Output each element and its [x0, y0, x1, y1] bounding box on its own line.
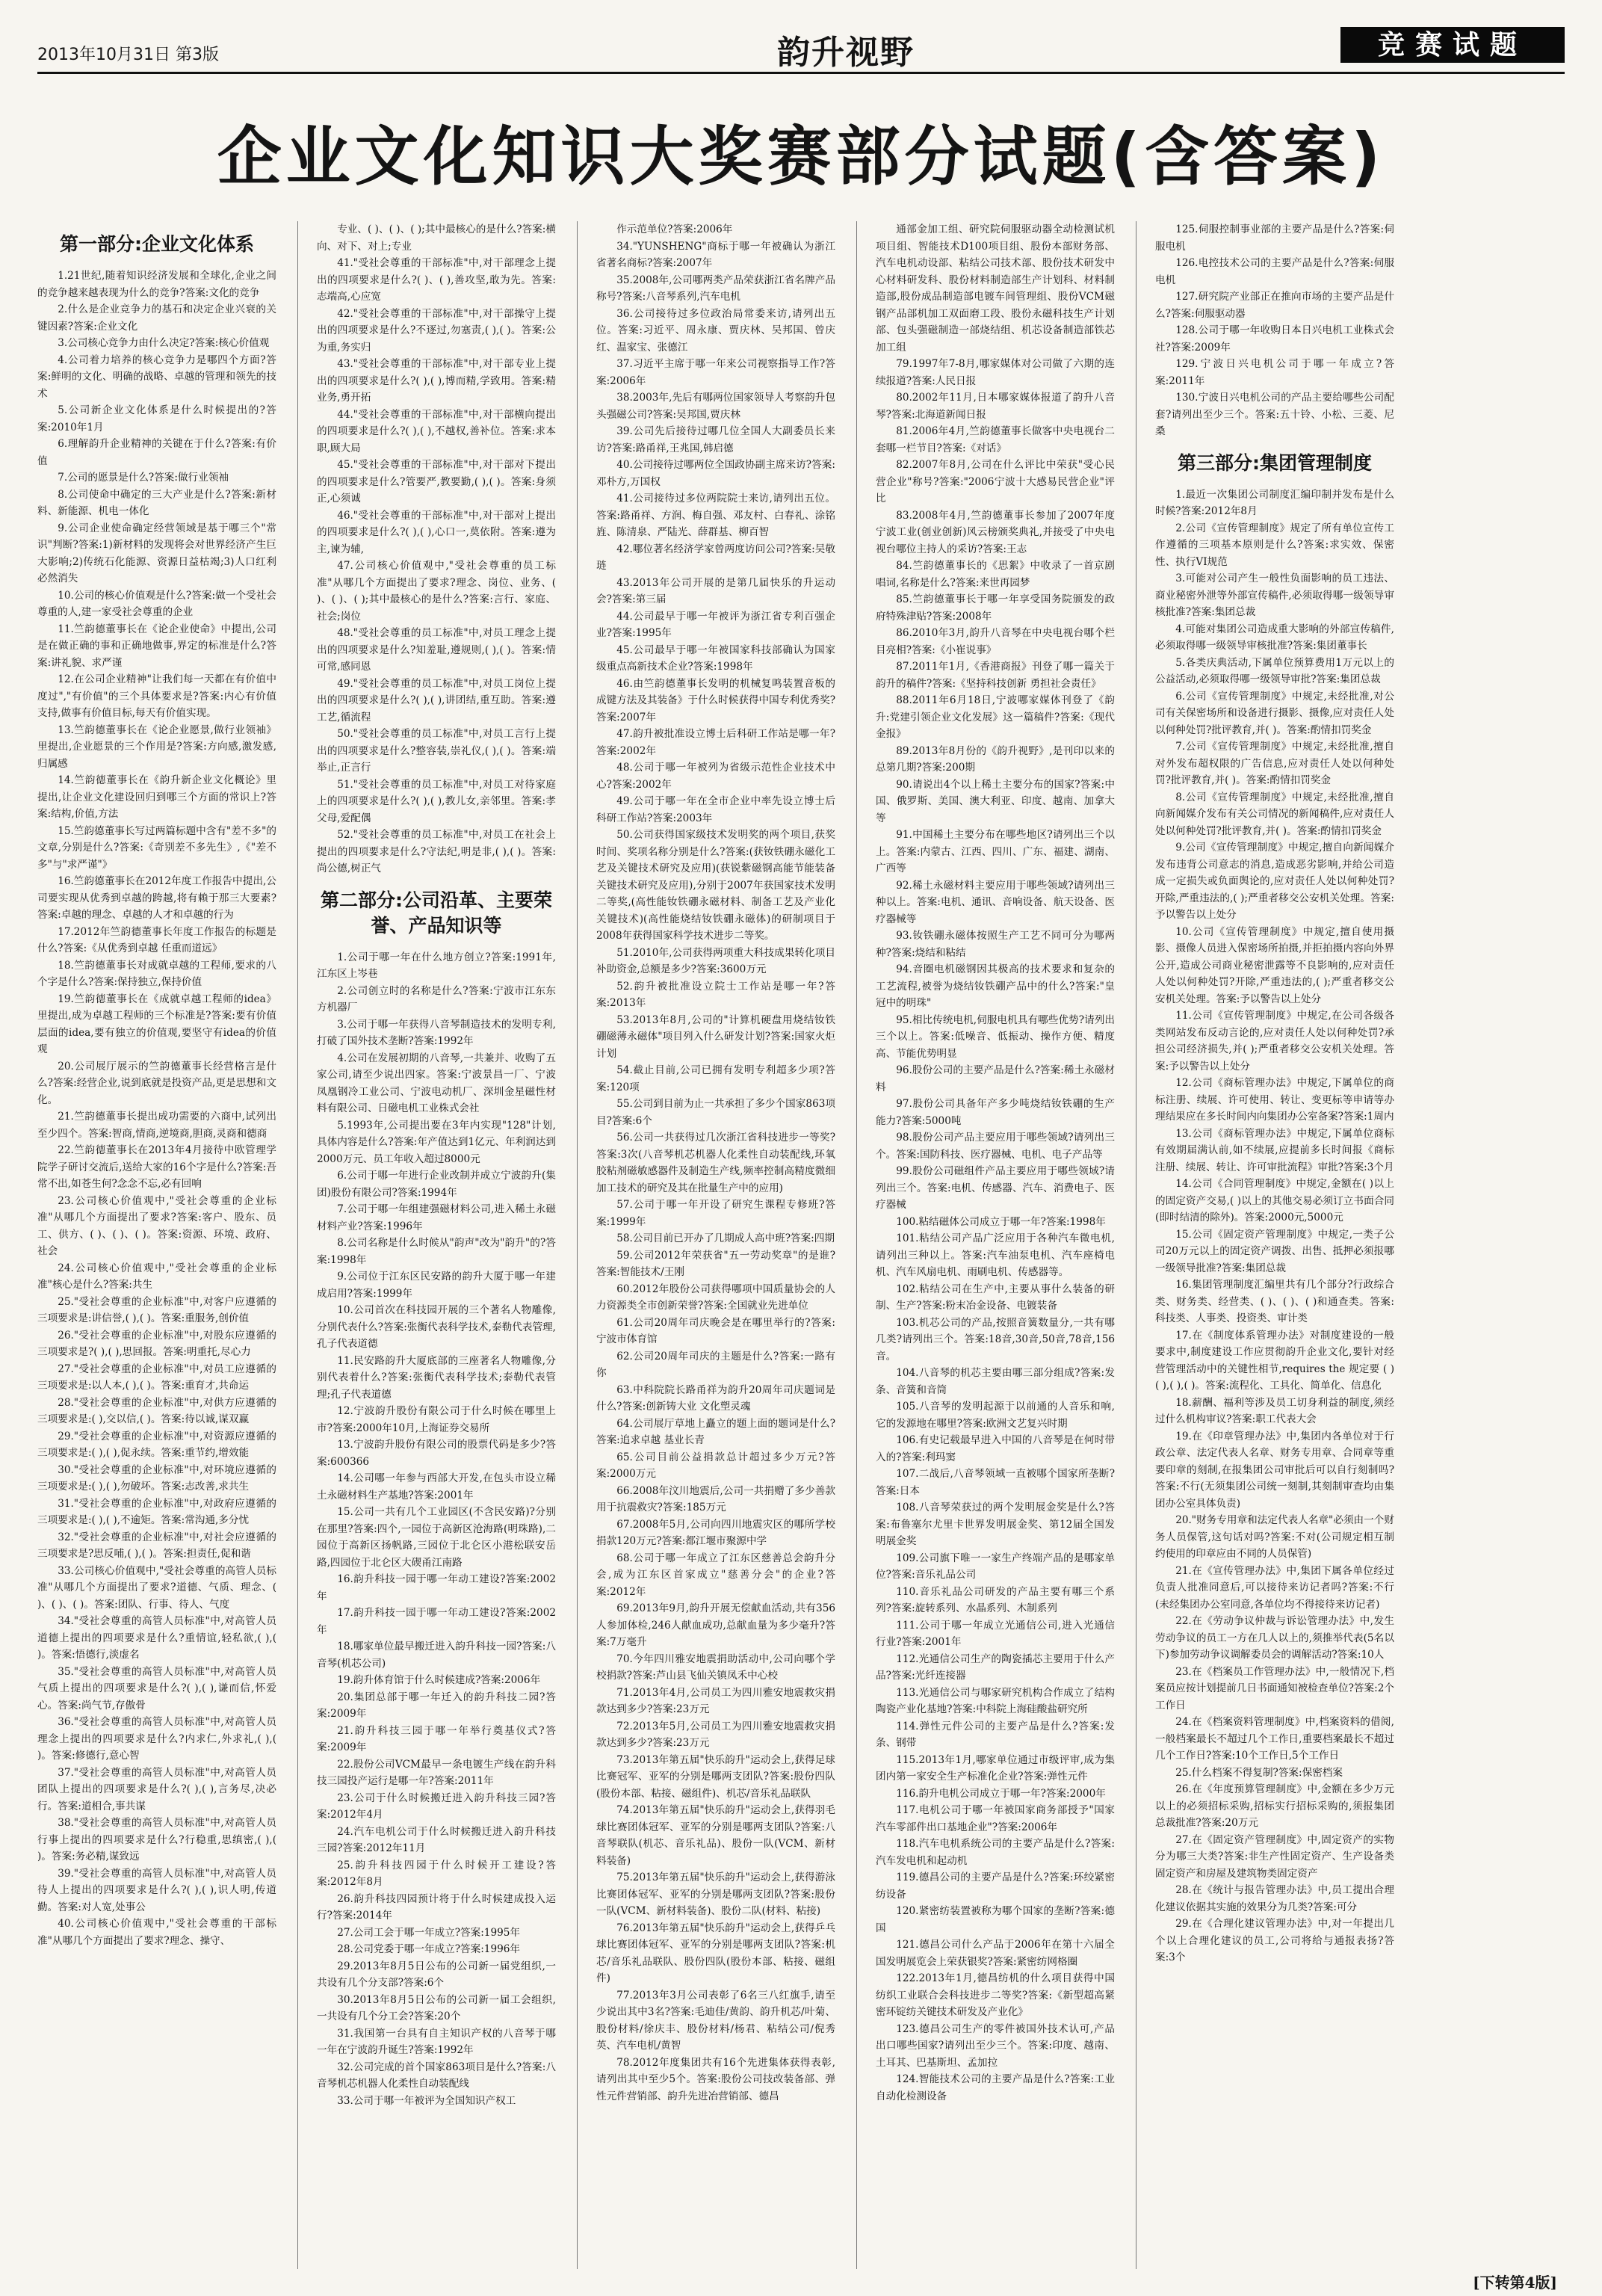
question-item: 16.集团管理制度汇编里共有几个部分?行政综合类、财务类、经营类、( )、( )、( )和通查类。答案:科技类、人事类、投资类、审计类	[1155, 1279, 1394, 1324]
question-item: 58.公司目前已开办了几期成人高中班?答案:四期	[616, 1232, 835, 1244]
question-item: 14.公司哪一年参与西部大开发,在包头市设立稀土永磁材料生产基地?答案:2001年	[317, 1472, 556, 1502]
question-item: 8.公司名称是什么时候从"韵声"改为"韵升"的?答案:1998年	[317, 1237, 556, 1266]
question-item: 73.2013年第五届"快乐韵升"运动会上,获得足球比赛冠军、亚军的分别是哪两支团队?答案:股份四队(股份本部、粘接、磁组件)、机芯/音乐礼品联队	[596, 1753, 835, 1800]
question-item: 6.公司《宣传管理制度》中规定,未经批准,对公司有关保密场所和设备进行摄影、摄像,应对责任人处以何种处罚?批评教育,并( )。答案:酌情扣罚奖金	[1155, 690, 1394, 736]
question-item: 24.公司核心价值观中,"受社会尊重的企业标准"核心是什么?答案:共生	[37, 1262, 276, 1291]
question-item: 1.21世纪,随着知识经济发展和全球化,企业之间的竞争越来越表现为什么的竞争?答案:文化的竞争	[37, 270, 276, 299]
question-item: 39.公司先后接待过哪几位全国人大副委员长来访?答案:路甬祥,王兆国,韩启德	[596, 425, 835, 454]
question-item: 90.请说出4个以上稀土主要分布的国家?答案:中国、俄罗斯、美国、澳大利亚、印度、越南、加拿大等	[876, 778, 1115, 824]
question-item: 48.公司于哪一年被列为省级示范性企业技术中心?答案:2002年	[596, 762, 835, 791]
question-item: 9.公司《宣传管理制度》中规定,擅自向新闻媒介发布违背公司意志的消息,造成恶劣影响,并给公司造成一定损失或负面舆论的,应对责任人处以何种处罚?开除,严重违法的,( );严重者移交公安机关处理。答案:予以警告以上处分	[1155, 842, 1394, 921]
question-item: 25.韵升科技四园于什么时候开工建设?答案:2012年8月	[317, 1859, 556, 1888]
question-item: 92.稀土永磁材料主要应用于哪些领域?请列出三种以上。答案:电机、通讯、音响设备、航天设备、医疗器械等	[876, 879, 1115, 925]
question-item: 22.竺韵德董事长在2013年4月接待中欧管理学院学子研讨交流后,送给大家的16个字是什么?答案:吾常不出,如苍生何?念念不忘,必有回响	[37, 1144, 276, 1190]
question-item: 61.公司20周年司庆晚会是在哪里举行的?答案:宁波市体育馆	[596, 1316, 835, 1345]
question-item: 97.股份公司具备年产多少吨烧结钕铁硼的生产能力?答案:5000吨	[876, 1098, 1115, 1127]
question-item: 121.德昌公司什么产品于2006年在第十六届全国发明展览会上荣获银奖?答案:紧密纺网格圈	[876, 1939, 1115, 1968]
question-item: 15.公司一共有几个工业园区(不含民安路)?分别在那里?答案:四个,一园位于高新区沧海路(明珠路),二园位于高新区扬帆路,三园位于北仑区小港松联安岳路,四园位于北仑区大碶甬江南路	[317, 1506, 556, 1569]
question-item: 26."受社会尊重的企业标准"中,对股东应遵循的三项要求是?( ),( ),思回报。答案:明重托,尽心力	[37, 1329, 276, 1358]
question-item: 89.2013年8月份的《韵升视野》,是刊印以来的总第几期?答案:200期	[876, 744, 1115, 774]
question-item: 68.公司于哪一年成立了江东区慈善总会韵升分会,成为江东区首家成立"慈善分会"的企业?答案:2012年	[596, 1552, 835, 1598]
question-item: 49."受社会尊重的员工标准"中,对员工岗位上提出的四项要求是什么?( ),( ),讲团结,重互助。答案:遵工艺,循流程	[317, 677, 556, 723]
question-item: 55.公司到目前为止一共承担了多少个国家863项目?答案:6个	[596, 1098, 835, 1127]
section-badge: 竞赛试题	[1340, 27, 1565, 63]
question-item: 113.光通信公司与哪家研究机构合作成立了结构陶瓷产业化基地?答案:中科院上海硅酸盐研究所	[876, 1686, 1115, 1715]
question-item: 83.2008年4月,竺韵德董事长参加了2007年度宁波工业(创业创新)风云榜颁奖典礼,并接受了中央电视台哪位主持人的采访?答案:王志	[876, 509, 1115, 555]
column-divider	[297, 221, 298, 2269]
question-item: 102.粘结公司在生产中,主要从事什么装备的研制、生产?答案:粉末冶金设备、电镀装备	[876, 1283, 1115, 1312]
question-item: 14.公司《合同管理制度》中规定,金额在( )以上的固定资产交易,( )以上的其他交易必须订立书面合同(即时结清的除外)。答案:2000元,5000元	[1155, 1178, 1394, 1223]
question-item: 47.韵升被批准设立博士后科研工作站是哪一年?答案:2002年	[596, 728, 835, 757]
question-item: 7.公司的愿景是什么?答案:做行业领袖	[58, 472, 229, 484]
question-item: 46."受社会尊重的干部标准"中,对干部对上提出的四项要求是什么?( ),( ),心口一,莫依附。答案:遵为主,谏为辅,	[317, 509, 556, 555]
question-item: 51."受社会尊重的员工标准"中,对员工对待家庭上的四项要求是什么?( ),( ),教儿女,亲邻里。答案:孝父母,爱配偶	[317, 778, 556, 824]
question-item: 27.公司工会于哪一年成立?答案:1995年	[337, 1926, 520, 1939]
question-item: 11.公司《宣传管理制度》中规定,在公司各级各类网站发布反动言论的,应对责任人处以何种处罚?承担公司经济损失,并( );严重者移交公安机关处理。答案:予以警告以上处分	[1155, 1010, 1394, 1073]
question-item: 63.中科院院长路甬祥为韵升20周年司庆题词是什么?答案:创新铸大业 文化塑灵魂	[596, 1383, 835, 1413]
question-item: 3.公司于哪一年获得八音琴制造技术的发明专利,打破了国外技术垄断?答案:1992年	[317, 1018, 556, 1047]
question-item: 98.股份公司产品主要应用于哪些领域?请列出三个。答案:国防科技、医疗器械、电机、电子产品等	[876, 1132, 1115, 1161]
question-item: 38."受社会尊重的高管人员标准"中,对高管人员行事上提出的四项要求是什么?行稳重,思缜密,( ),( )。答案:务必精,谋致远	[37, 1817, 276, 1863]
question-item: 43."受社会尊重的干部标准"中,对干部专业上提出的四项要求是什么?( ),( ),博而精,学致用。答案:精业务,勇开拓	[317, 358, 556, 404]
question-item: 99.股份公司磁组件产品主要应用于哪些领域?请列出三个。答案:电机、传感器、汽车、消费电子、医疗器械	[876, 1165, 1115, 1211]
question-item: 69.2013年9月,韵升开展无偿献血活动,共有356人参加体检,246人献血成功,总献血量为多少毫升?答案:7万毫升	[596, 1602, 835, 1648]
question-item: 4.公司着力培养的核心竞争力是哪四个方面?答案:鲜明的文化、明确的战略、卓越的管理和领先的技术	[37, 354, 276, 400]
question-item: 11.竺韵德董事长在《论企业使命》中提出,公司是在做正确的事和正确地做事,界定的标准是什么?答案:讲礼貌、求严谨	[37, 623, 276, 669]
question-item: 60.2012年股份公司获得哪项中国质量协会的人力资源类全市创新荣誉?答案:全国就业先进单位	[596, 1283, 835, 1312]
question-item: 50.公司获得国家级技术发明奖的两个项目,获奖时间、奖项名称分别是什么?答案:(获钕铁硼永磁化工艺及关键技术研究及应用)(获锐紫磁钢高能节能装备关键技术研究及应用),分别于2007年获国家技术发明二等奖,(高性能钕铁硼永磁材料、制备工艺及产业化关键技术)(高性能烧结钕铁硼永磁体)的研制项目于2008年获得国家科学技术进步二等奖。	[596, 829, 835, 942]
question-item: 42.哪位著名经济学家曾两度访问公司?答案:吴敬琏	[596, 543, 835, 572]
question-item: 29.在《合理化建议管理办法》中,对一年提出几个以上合理化建议的员工,公司将给与通报表扬?答案:3个	[1155, 1918, 1394, 1963]
question-item: 96.股份公司的主要产品是什么?答案:稀土永磁材料	[876, 1064, 1115, 1093]
question-item: 67.2008年5月,公司向四川地震灾区的哪所学校捐款120万元?答案:都江堰市聚源中学	[596, 1518, 835, 1547]
question-item: 24.汽车电机公司于什么时候搬迁进入韵升科技三园?答案:2012年11月	[317, 1825, 556, 1854]
question-item: 10.公司《宣传管理制度》中规定,擅自使用摄影、摄像人员进入保密场所拍摄,并拒拍摄内容向外界公开,造成公司商业秘密泄露等不良影响的,应对责任人处以何种处罚?开除,严重违法的,( );严重者移交公安机关处理。答案:予以警告以上处分	[1155, 925, 1394, 1005]
question-item: 8.公司《宣传管理制度》中规定,未经批准,擅自向新闻媒介发布有关公司情况的新闻稿件,应对责任人处以何种处罚?批评教育,并( )。答案:酌情扣罚奖金	[1155, 791, 1394, 837]
question-item: 17.2012年竺韵德董事长年度工作报告的标题是什么?答案:《从优秀到卓越 任重而道远》	[37, 925, 276, 954]
question-item: 20."财务专用章和法定代表人名章"必须由一个财务人员保管,这句话对吗?答案:不对(公司规定相互制约使用的印章应由不同的人员保管)	[1155, 1514, 1394, 1560]
question-item: 33.公司核心价值观中,"受社会尊重的高管人员标准"从哪几个方面提出了要求?道德、气质、理念、( )、( )、( )。答案:团队、行事、待人、气度	[37, 1564, 276, 1611]
question-item: 100.粘结磁体公司成立于哪一年?答案:1998年	[896, 1215, 1106, 1228]
question-item: 53.2013年8月,公司的"计算机硬盘用烧结钕铁硼磁薄永磁体"项目列入什么研发计划?答案:国家火炬计划	[596, 1013, 835, 1060]
question-item: 76.2013年第五届"快乐韵升"运动会上,获得乒乓球比赛团体冠军、亚军的分别是哪两支团队?答案:机芯/音乐礼品联队、股份四队(股份本部、粘接、磁组件)	[596, 1922, 835, 1984]
question-item: 103.机芯公司的产品,按照音簧数量分,一共有哪几类?请列出三个。答案:18音,30音,50音,78音,156音。	[876, 1316, 1115, 1363]
question-item: 18.竺韵德董事长对成就卓越的工程师,要求的八个字是什么?答案:保持独立,保持价值	[37, 959, 276, 988]
question-item: 130.宁波日兴电机公司的产品主要给哪些公司配套?请列出至少三个。答案:五十铃、小松、三菱、尼桑	[1155, 392, 1394, 437]
column-divider	[856, 221, 857, 2269]
question-item: 8.公司使命中确定的三大产业是什么?答案:新材料、新能源、机电一体化	[37, 488, 276, 517]
question-item: 127.研究院产业部正在推向市场的主要产品是什么?答案:伺服驱动器	[1155, 291, 1394, 320]
question-item: 116.韵升电机公司成立于哪一年?答案:2000年	[896, 1787, 1106, 1800]
question-item: 81.2006年4月,竺韵德董事长做客中央电视台二套哪一栏节目?答案:《对话》	[876, 425, 1115, 454]
question-item: 31.我国第一台具有自主知识产权的八音琴于哪一年在宁波韵升诞生?答案:1992年	[317, 2027, 556, 2056]
question-item: 17.韵升科技一园于哪一年动工建设?答案:2002年	[317, 1607, 556, 1636]
question-item: 38.2003年,先后有哪两位国家领导人考察韵升包头强磁公司?答案:吴邦国,贾庆林	[596, 392, 835, 421]
question-item: 101.粘结公司产品广泛应用于各种汽车微电机,请列出三种以上。答案:汽车油泵电机、汽车座椅电机、汽车风扇电机、雨刷电机、传感器等。	[876, 1232, 1115, 1278]
question-item: 111.公司于哪一年成立光通信公司,进入光通信行业?答案:2001年	[876, 1619, 1115, 1648]
question-item: 36.公司接待过多位政治局常委来访,请列出五位。答案:习近平、周永康、贾庆林、吴邦国、曾庆红、温家宝、张德江	[596, 307, 835, 354]
question-item: 95.相比传统电机,伺服电机具有哪些优势?请列出三个以上。答案:低噪音、低振动、操作方便、精度高、节能优势明显	[876, 1013, 1115, 1060]
question-item: 24.在《档案资料管理制度》中,档案资料的借阅,一般档案最长不超过几个工作日,重要档案最长不超过几个工作日?答案:10个工作日,5个工作日	[1155, 1716, 1394, 1762]
question-item: 42."受社会尊重的干部标准"中,对干部操守上提出的四项要求是什么?不逐过,勿塞责,( ),( )。答案:公为重,务实归	[317, 307, 556, 354]
question-item: 25.什么档案不得复制?答案:保密档案	[1175, 1766, 1343, 1779]
question-item: 10.公司首次在科技园开展的三个著名人物雕像,分别代表什么?答案:张衡代表科学技术,泰勒代表管理,孔子代表道德	[317, 1304, 556, 1350]
question-item: 128.公司于哪一年收购日本日兴电机工业株式会社?答案:2009年	[1155, 324, 1394, 354]
question-item: 13.竺韵德董事长在《论企业愿景,做行业领袖》里提出,企业愿景的三个作用是?答案:方向感,激发感,归属感	[37, 723, 276, 770]
question-item: 26.在《年度预算管理制度》中,金额在多少万元以上的必须招标采购,招标实行招标采购的,须报集团总裁批准?答案:20万元	[1155, 1783, 1394, 1829]
question-item: 10.公司的核心价值观是什么?答案:做一个受社会尊重的人,建一家受社会尊重的企业	[37, 589, 276, 618]
question-item: 32.公司完成的首个国家863项目是什么?答案:八音琴机芯机器人化柔性自动装配线	[317, 2061, 556, 2090]
question-item: 52.韵升被批准设立院士工作站是哪一年?答案:2013年	[596, 980, 835, 1009]
question-item: 15.公司《固定资产管理制度》中规定,一类子公司20万元以上的固定资产调拨、出售、抵押必须报哪一级领导批准?答案:集团总裁	[1155, 1228, 1394, 1274]
question-item: 84.竺韵德董事长的《思絮》中收录了一首京剧唱词,名称是什么?答案:来世再园梦	[876, 560, 1115, 589]
question-item: 87.2011年1月,《香港商报》刊登了哪一篇关于韵升的稿件?答案:《坚持科技创新 勇担社会责任》	[876, 661, 1115, 690]
question-item: 3.公司核心竞争力由什么决定?答案:核心价值观	[58, 337, 270, 349]
question-item: 74.2013年第五届"快乐韵升"运动会上,获得羽毛球比赛团体冠军、亚军的分别是哪两支团队?答案:八音琴联队(机芯、音乐礼品)、股份一队(VCM、新材料装备)	[596, 1804, 835, 1867]
question-item: 88.2011年6月18日,宁波哪家媒体刊登了《韵升:党建引领企业文化发展》这一篇稿件?答案:《现代金报》	[876, 694, 1115, 740]
question-item: 117.电机公司于哪一年被国家商务部授予"国家汽车零部件出口基地企业"?答案:2006年	[876, 1804, 1115, 1833]
question-item: 31."受社会尊重的企业标准"中,对政府应遵循的三项要求是:( ),( ),不逾矩。答案:常沟通,多分忧	[37, 1497, 276, 1526]
question-item: 12.宁波韵升股份有限公司于什么时候在哪里上市?答案:2000年10月,上海证券交易所	[317, 1405, 556, 1434]
question-item: 71.2013年4月,公司员工为四川雅安地震救灾捐款达到多少?答案:23万元	[596, 1686, 835, 1715]
question-item: 26.韵升科技四园预计将于什么时候建成投入运行?答案:2014年	[317, 1892, 556, 1922]
question-item: 64.公司展厅草地上矗立的题上面的题词是什么?答案:追求卓越 基业长青	[596, 1417, 835, 1446]
question-item: 54.截止目前,公司已拥有发明专利超多少项?答案:120项	[596, 1064, 835, 1093]
question-item: 36."受社会尊重的高管人员标准"中,对高管人员理念上提出的四项要求是什么?内求仁,外求礼,( ),( )。答案:修德行,意心智	[37, 1716, 276, 1762]
question-item: 75.2013年第五届"快乐韵升"运动会上,获得游泳比赛团体冠军、亚军的分别是哪两支团队?答案:股份一队(VCM、新材料装备)、股份二队(材料、粘接)	[596, 1871, 835, 1917]
question-item: 46.由竺韵德董事长发明的机械复鸣装置音板的成键方法及其装备》于什么时候获得中国专利优秀奖?答案:2007年	[596, 677, 835, 723]
question-item: 51.2010年,公司获得两项重大科技成果转化项目补助资金,总额是多少?答案:3600万元	[596, 946, 835, 975]
question-item: 16.竺韵德董事长在2012年度工作报告中提出,公司要实现从优秀到卓越的跨越,将有赖于那三大要素?答案:卓越的理念、卓越的人才和卓越的行为	[37, 875, 276, 921]
question-item: 85.竺韵德董事长于哪一年享受国务院颁发的政府特殊津贴?答案:2008年	[876, 593, 1115, 623]
header-rule	[37, 72, 1565, 74]
question-item: 78.2012年度集团共有16个先进集体获得表彰,请列出其中至少5个。答案:股份公司技改装备部、弹性元件营销部、韵升先进冶营销部、德昌	[596, 2056, 835, 2102]
question-item: 27."受社会尊重的企业标准"中,对员工应遵循的三项要求是:以人本,( ),( )。答案:重育才,共命运	[37, 1363, 276, 1392]
question-item: 59.公司2012年荣获省"五一劳动奖章"的是谁?答案:智能技术/王刚	[596, 1249, 835, 1278]
question-item: 1.公司于哪一年在什么地方创立?答案:1991年,江东区上岑巷	[317, 951, 556, 980]
question-item: 9.公司位于江东区民安路的韵升大厦于哪一年建成启用?答案:1999年	[317, 1271, 556, 1300]
question-item: 79.1997年7-8月,哪家媒体对公司做了六期的连续报道?答案:人民日报	[876, 358, 1115, 387]
question-item: 126.电控技术公司的主要产品是什么?答案:伺服电机	[1155, 257, 1394, 286]
question-item: 123.德昌公司生产的零件被国外技术认可,产品出口哪些国家?请列出至少三个。答案:印度、越南、土耳其、巴基斯坦、孟加拉	[876, 2022, 1115, 2069]
question-item: 22.在《劳动争议仲裁与诉讼管理办法》中,发生劳动争议的员工一方在几人以上的,须推举代表(5名以下)参加劳动争议调解委员会的调解活动?答案:10人	[1155, 1615, 1394, 1661]
question-item: 39."受社会尊重的高管人员标准"中,对高管人员待人上提出的四项要求是什么?( ),( ),识人明,传道勤。答案:对人宽,处事公	[37, 1867, 276, 1913]
question-item: 35."受社会尊重的高管人员标准"中,对高管人员气质上提出的四项要求是什么?( ),( ),谦而信,怀爱心。答案:尚气节,存傲骨	[37, 1665, 276, 1712]
question-item: 45.公司最早于哪一年被国家科技部确认为国家级重点高新技术企业?答案:1998年	[596, 644, 835, 673]
question-item: 45."受社会尊重的干部标准"中,对干部对下提出的四项要求是什么?管要严,教要勤,( ),( )。答案:身须正,心须诚	[317, 459, 556, 504]
question-item: 48."受社会尊重的员工标准"中,对员工理念上提出的四项要求是什么?知羞耻,遵规则,( ),( )。答案:情可常,感同恩	[317, 627, 556, 673]
question-item: 65.公司目前公益捐款总计超过多少万元?答案:2000万元	[596, 1451, 835, 1480]
question-item: 4.公司在发展初期的八音琴,一共兼并、收购了五家公司,请至少说出四家。答案:宁波景昌一厂、宁波凤凰钢冷工业公司、宁波电动机厂、深圳金星磁性材料有限公司、日磁电机工业株式会社	[317, 1052, 556, 1114]
question-item: 14.竺韵德董事长在《韵升新企业文化概论》里提出,让企业文化建设回归到哪三个方面的常识上?答案:结构,价值,方法	[37, 774, 276, 820]
question-item: 106.有史记载最早进入中国的八音琴是在何时带入的?答案:利玛窦	[876, 1434, 1115, 1463]
question-item: 70.今年四川雅安地震捐助活动中,公司向哪个学校捐款?答案:芦山县飞仙关镇凤禾中心校	[596, 1652, 835, 1682]
question-item: 105.八音琴的发明起源于以前通的人音乐和响,它的发源地在哪里?答案:欧洲文艺复兴时期	[876, 1401, 1115, 1430]
question-item: 49.公司于哪一年在全市企业中率先设立博士后科研工作站?答案:2003年	[596, 795, 835, 824]
question-item: 21.韵升科技三园于哪一年举行奠基仪式?答案:2009年	[317, 1724, 556, 1753]
page-header	[37, 22, 1565, 72]
question-item: 34."受社会尊重的高管人员标准"中,对高管人员道德上提出的四项要求是什么?重情谊,轻私欲,( ),( )。答案:悟德行,淡虚名	[37, 1615, 276, 1661]
section-heading: 第二部分:公司沿革、主要荣誉、产品知识等	[321, 889, 552, 936]
question-item: 119.德昌公司的主要产品是什么?答案:环绞紧密纺设备	[876, 1871, 1115, 1901]
section-heading: 第三部分:集团管理制度	[1178, 451, 1372, 474]
question-item: 16.韵升科技一园于哪一年动工建设?答案:2002年	[317, 1573, 556, 1602]
question-item: 13.宁波韵升股份有限公司的股票代码是多少?答案:600366	[317, 1439, 556, 1468]
section-heading: 第一部分:企业文化体系	[60, 233, 254, 255]
question-item: 114.弹性元件公司的主要产品是什么?答案:发条、钢带	[876, 1720, 1115, 1749]
question-item: 50."受社会尊重的员工标准"中,对员工言行上提出的四项要求是什么?整容装,崇礼仪,( ),( )。答案:端举止,正言行	[317, 728, 556, 774]
question-item: 43.2013年公司开展的是第几届快乐的升运动会?答案:第三届	[596, 576, 835, 605]
question-item: 4.可能对集团公司造成重大影响的外部宣传稿件,必须取得哪一级领导审核批准?答案:集团董事长	[1155, 623, 1394, 652]
question-item: 3.可能对公司产生一般性负面影响的员工违法、商业秘密外泄等外部宣传稿件,必须取得哪一级领导审核批准?答案:集团总裁	[1155, 573, 1394, 618]
question-item: 23.公司核心价值观中,"受社会尊重的企业标准"从哪几个方面提出了要求?答案:客户、股东、员工、供方、( )、( )、( )。答案:资源、环境、政府、社会	[37, 1194, 276, 1257]
question-item: 118.汽车电机系统公司的主要产品是什么?答案:汽车发电机和起动机	[876, 1838, 1115, 1867]
question-item: 80.2002年11月,日本哪家媒体报道了韵升八音琴?答案:北海道新闻日报	[876, 392, 1115, 421]
column-divider	[577, 221, 578, 2269]
question-item: 52."受社会尊重的员工标准"中,对员工在社会上提出的四项要求是什么?守法纪,明是非,( ),( )。答案:尚公德,树正气	[317, 829, 556, 874]
question-item: 110.音乐礼品公司研发的产品主要有哪三个系列?答案:旋转系列、水晶系列、木制系列	[876, 1585, 1115, 1614]
question-item: 122.2013年1月,德昌纺机的什么项目获得中国纺织工业联合会科技进步二等奖?答案:《新型超高紧密环锭纺关键技术研发及产业化》	[876, 1972, 1115, 2018]
text-column-2	[317, 221, 556, 2269]
question-item: 15.竺韵德董事长写过两篇标题中含有"差不多"的文章,分别是什么?答案:《奇别差不多先生》,《"差不多"与"求严谨"》	[37, 824, 276, 871]
question-item: 专业、( )、( )、( );其中最核心的是什么?答案:横向、对下、对上;专业	[317, 223, 556, 253]
question-item: 82.2007年8月,公司在什么评比中荣获"受心民营企业"称号?答案:"2006宁波十大感易民营企业"评比	[876, 459, 1115, 504]
question-item: 109.公司旗下唯一一家生产终端产品的是哪家单位?答案:音乐礼品公司	[876, 1552, 1115, 1581]
question-item: 22.股份公司VCM最早一条电镀生产线在韵升科技三园投产运行是哪一年?答案:2011年	[317, 1758, 556, 1787]
question-item: 27.在《固定资产管理制度》中,固定资产的实物分为哪三大类?答案:非生产性固定资产、生产设备类固定资产和房屋及建筑物类固定资产	[1155, 1833, 1394, 1880]
question-item: 30."受社会尊重的企业标准"中,对环境应遵循的三项要求是:( ),( ),勿破坏。答案:志改善,求共生	[37, 1463, 276, 1493]
question-item: 34."YUNSHENG"商标于哪一年被确认为浙江省著名商标?答案:2007年	[596, 240, 835, 269]
question-item: 115.2013年1月,哪家单位通过市级评审,成为集团内第一家安全生产标准化企业?答案:弹性元件	[876, 1753, 1115, 1783]
question-item: 40.公司接待过哪两位全国政协副主席来访?答案:邓朴方,万国权	[596, 459, 835, 488]
question-item: 6.公司于哪一年进行企业改制并成立宁波韵升(集团)股份有限公司?答案:1994年	[317, 1170, 556, 1199]
question-item: 28.在《统计与报告管理办法》中,员工提出合理化建议依据其实施的效果分为几类?答案:可分	[1155, 1884, 1394, 1913]
question-item: 125.伺服控制事业部的主要产品是什么?答案:伺服电机	[1155, 223, 1394, 253]
question-item: 28.公司党委于哪一年成立?答案:1996年	[337, 1943, 520, 1955]
question-item: 129.宁波日兴电机公司于哪一年成立?答案:2011年	[1155, 358, 1394, 387]
question-item: 9.公司企业使命确定经营领域是基于哪三个"常识"判断?答案:1)新材料的发现将会对世界经济产生巨大影响;2)传统石化能源、资源日益枯竭;3)人口红利必然消失	[37, 522, 276, 584]
question-item: 作示范单位?答案:2006年	[616, 223, 733, 235]
question-item: 44."受社会尊重的干部标准"中,对干部横向提出的四项要求是什么?( ),( ),不越权,善补位。答案:求本职,顾大局	[317, 408, 556, 454]
question-item: 37."受社会尊重的高管人员标准"中,对高管人员团队上提出的四项要求是什么?( ),( ),言务尽,决必行。答案:道相合,事共谋	[37, 1766, 276, 1812]
text-column-5	[1155, 221, 1394, 2269]
question-item: 29."受社会尊重的企业标准"中,对资源应遵循的三项要求是:( ),( ),促永续。答案:重节约,增效能	[37, 1430, 276, 1459]
question-item: 5.公司新企业文化体系是什么时候提出的?答案:2010年1月	[37, 404, 276, 433]
question-item: 20.公司展厅展示的竺韵德董事长经营格言是什么?答案:经营企业,说到底就是投资产品,更是思想和文化。	[37, 1060, 276, 1106]
question-item: 62.公司20周年司庆的主题是什么?答案:一路有你	[596, 1350, 835, 1379]
question-item: 104.八音琴的机芯主要由哪三部分组成?答案:发条、音簧和音筒	[876, 1367, 1115, 1396]
question-item: 32."受社会尊重的企业标准"中,对社会应遵循的三项要求是?思反哺,( ),( )。答案:担责任,促和谐	[37, 1531, 276, 1560]
continued-note: [下转第4版]	[1473, 2274, 1557, 2292]
page-title: 企业文化知识大奖赛部分试题(含答案)	[217, 120, 1385, 194]
question-item: 5.各类庆典活动,下属单位预算费用1万元以上的公益活动,必须取得哪一级领导审批?答案:集团总裁	[1155, 656, 1394, 685]
question-item: 7.公司于哪一年组建强磁材料公司,进入稀土永磁材料产业?答案:1996年	[317, 1203, 556, 1232]
question-item: 20.集团总部于哪一年迁入的韵升科技二园?答案:2009年	[317, 1691, 556, 1720]
question-item: 1.最近一次集团公司制度汇编印制并发布是什么时候?答案:2012年8月	[1155, 488, 1394, 517]
question-item: 120.紧密纺装置被称为哪个国家的垄断?答案:德国	[876, 1905, 1115, 1934]
question-item: 56.公司一共获得过几次浙江省科技进步一等奖?答案:3次(八音琴机芯机器人化柔性自动装配线,环氧胶粘剂磁敏感器件及制造生产线,频率控制高精度微细加工技术的研究及其在批量生产中的应用)	[596, 1132, 835, 1194]
question-item: 124.智能技术公司的主要产品是什么?答案:工业自动化检测设备	[876, 2073, 1115, 2102]
question-item: 6.理解韵升企业精神的关键在于什么?答案:有价值	[37, 438, 276, 467]
question-item: 94.音圈电机磁钢因其极高的技术要求和复杂的工艺流程,被誉为烧结钕铁硼产品中的什么?答案:"皇冠中的明珠"	[876, 963, 1115, 1009]
question-item: 11.民安路韵升大厦底部的三座著名人物雕像,分别代表着什么?答案:张衡代表科学技术;泰勒代表管理;孔子代表道德	[317, 1354, 556, 1401]
question-item: 57.公司于哪一年开设了研究生课程专修班?答案:1999年	[596, 1199, 835, 1228]
text-column-3	[596, 221, 835, 2269]
question-item: 28."受社会尊重的企业标准"中,对供方应遵循的三项要求是:( ),交以信,( )。答案:待以诚,谋双赢	[37, 1396, 276, 1425]
question-item: 108.八音琴荣获过的两个发明展金奖是什么?答案:布鲁塞尔尤里卡世界发明展金奖、第12届全国发明展金奖	[876, 1502, 1115, 1547]
question-item: 21.竺韵德董事长提出成功需要的六商中,试列出至少四个。答案:智商,情商,逆境商,胆商,灵商和德商	[37, 1111, 276, 1140]
question-item: 23.公司于什么时候搬迁进入韵升科技三园?答案:2012年4月	[317, 1792, 556, 1821]
question-item: 19.韵升体育馆于什么时候建成?答案:2006年	[337, 1674, 541, 1686]
question-item: 86.2010年3月,韵升八音琴在中央电视台哪个栏目亮相?答案:《小崔说事》	[876, 627, 1115, 656]
question-item: 21.在《宣传管理办法》中,集团下属各单位经过负责人批准同意后,可以接待来访记者吗?答案:不行(未经集团办公室同意,各单位均不得接待来访记者)	[1155, 1564, 1394, 1611]
question-item: 112.光通信公司生产的陶瓷插芯主要用于什么产品?答案:光纤连接器	[876, 1652, 1115, 1682]
question-item: 29.2013年8月5日公布的公司新一届党组织,一共设有几个分支部?答案:6个	[317, 1960, 556, 1989]
question-item: 72.2013年5月,公司员工为四川雅安地震救灾捐款达到多少?答案:23万元	[596, 1720, 835, 1749]
newspaper-brand: 韵升视野	[777, 34, 915, 72]
question-item: 5.1993年,公司提出要在3年内实现"128"计划,具体内容是什么?答案:年产值达到1亿元、年利润达到2000万元、员工年收入超过8000元	[317, 1119, 556, 1165]
question-item: 12.公司《商标管理办法》中规定,下属单位的商标注册、续展、许可使用、转让、变更标等申请等办理结果应在多长时间内向集团办公室备案?答案:1周内	[1155, 1077, 1394, 1123]
question-item: 7.公司《宣传管理制度》中规定,未经批准,擅自对外发布超权限的广告信息,应对责任人处以何种处罚?批评教育,并( )。答案:酌情扣罚奖金	[1155, 741, 1394, 786]
question-item: 66.2008年汶川地震后,公司一共捐赠了多少善款用于抗震救灾?答案:185万元	[596, 1484, 835, 1513]
question-item: 91.中国稀土主要分布在哪些地区?请列出三个以上。答案:内蒙古、江西、四川、广东、福建、湖南、广西等	[876, 829, 1115, 874]
question-item: 40.公司核心价值观中,"受社会尊重的干部标准"从哪几个方面提出了要求?理念、操守、	[37, 1918, 276, 1947]
question-item: 93.钕铁硼永磁体按照生产工艺不同可分为哪两种?答案:烧结和粘结	[876, 930, 1115, 959]
question-item: 12.在公司企业精神"让我们每一天都在有价值中度过","有价值"的三个具体要求是?答案:内心有价值支持,做事有价值目标,每天有价值实现。	[37, 673, 276, 719]
question-item: 77.2013年3月公司表彰了6名三八红旗手,请至少说出其中3名?答案:毛迪佳/黄韵、韵升机芯/叶菊、股份材料/徐庆丰、股份材料/杨君、粘结公司/倪秀英、汽车电机/黄智	[596, 1989, 835, 2052]
question-item: 19.在《印章管理办法》中,集团内各单位对于行政公章、法定代表人名章、财务专用章、合同章等重要印章的刻制,在报集团公司审批后可以自行刻制吗?答案:不行(无须集团公司统一刻制,其刻制审查均由集团办公室具体负责)	[1155, 1430, 1394, 1510]
question-item: 35.2008年,公司哪两类产品荣获浙江省名牌产品称号?答案:八音琴系列,汽车电机	[596, 274, 835, 303]
question-item: 44.公司最早于哪一年被评为浙江省专利百强企业?答案:1995年	[596, 610, 835, 639]
question-item: 通部金加工组、研究院伺服驱动器全动检测试机项目组、智能技术D100项目组、股份本部财务部、汽车电机动设部、粘结公司技术部、股份技术研发中心材料研发科、股份材料制造部生产计划科、材料制造部,股份成品制造部电镀车间管理组、股份VCM磁钢产品部机加工双面磨工段、股份永磁科技生产计划部、包头强磁制造一部烧结组、机芯设备制造部铁芯加工组	[876, 223, 1115, 354]
question-item: 37.习近平主席于哪一年来公司视察指导工作?答案:2006年	[596, 358, 835, 387]
question-item: 25."受社会尊重的企业标准"中,对客户应遵循的三项要求是:讲信誉,( ),( )。答案:重服务,创价值	[37, 1295, 276, 1324]
question-item: 18.哪家单位最早搬迁进入韵升科技一园?答案:八音琴(机芯公司)	[317, 1641, 556, 1670]
text-column-4	[876, 221, 1115, 2269]
question-item: 19.竺韵德董事长在《成就卓越工程师的idea》里提出,成为卓越工程师的三个标准是?答案:要有价值层面的idea,要有独立的价值观,要坚守有idea的价值观	[37, 993, 276, 1055]
question-item: 47.公司核心价值观中,"受社会尊重的员工标准"从哪几个方面提出了要求?理念、岗位、业务、( )、( )、( );其中最核心的是什么?答案:言行、家庭、社会;岗位	[317, 560, 556, 623]
question-item: 13.公司《商标管理办法》中规定,下属单位商标有效期届满认前,如不续展,应提前多长时间报《商标注册、续展、转让、许可审批流程》审批?答案:3个月	[1155, 1127, 1394, 1173]
question-item: 17.在《制度体系管理办法》对制度建设的一般要求中,制度建设工作应贯彻韵升企业文化,要针对经营管理活动中的关键性相节,requires the 规定要 ( )( ),( ),( )。答案:流程化、工具化、简单化、信息化	[1155, 1329, 1394, 1392]
question-item: 2.公司创立时的名称是什么?答案:宁波市江东东方机器厂	[317, 984, 556, 1013]
question-item: 2.什么是企业竞争力的基石和决定企业兴衰的关键因素?答案:企业文化	[37, 303, 276, 333]
text-column-1	[37, 221, 276, 2269]
question-item: 18.薪酬、福利等涉及员工切身利益的制度,须经过什么机构审议?答案:职工代表大会	[1155, 1396, 1394, 1425]
question-item: 107.二战后,八音琴领域一直被哪个国家所垄断?答案:日本	[876, 1468, 1115, 1497]
question-item: 30.2013年8月5日公布的公司新一届工会组织,一共设有几个分工会?答案:20个	[317, 1993, 556, 2022]
question-item: 23.在《档案员工作管理办法》中,一般情况下,档案员应按计划提前几日书面通知被检查单位?答案:2个工作日	[1155, 1665, 1394, 1712]
issue-date: 2013年10月31日 第3版	[37, 46, 219, 64]
question-item: 41.公司接待过多位两院院士来访,请列出五位。答案:路甬祥、方润、梅自强、邓友村、白春礼、涂铭旌、陈清泉、严陆光、薛群基、柳百智	[596, 493, 835, 538]
question-item: 33.公司于哪一年被评为全国知识产权工	[337, 2094, 516, 2107]
question-item: 2.公司《宣传管理制度》规定了所有单位宣传工作遵循的三项基本原则是什么?答案:求实效、保密性、执行VI规范	[1155, 522, 1394, 568]
question-item: 41."受社会尊重的干部标准"中,对干部理念上提出的四项要求是什么?( )、( ),善攻坚,敢为先。答案:志端高,心应宽	[317, 257, 556, 303]
